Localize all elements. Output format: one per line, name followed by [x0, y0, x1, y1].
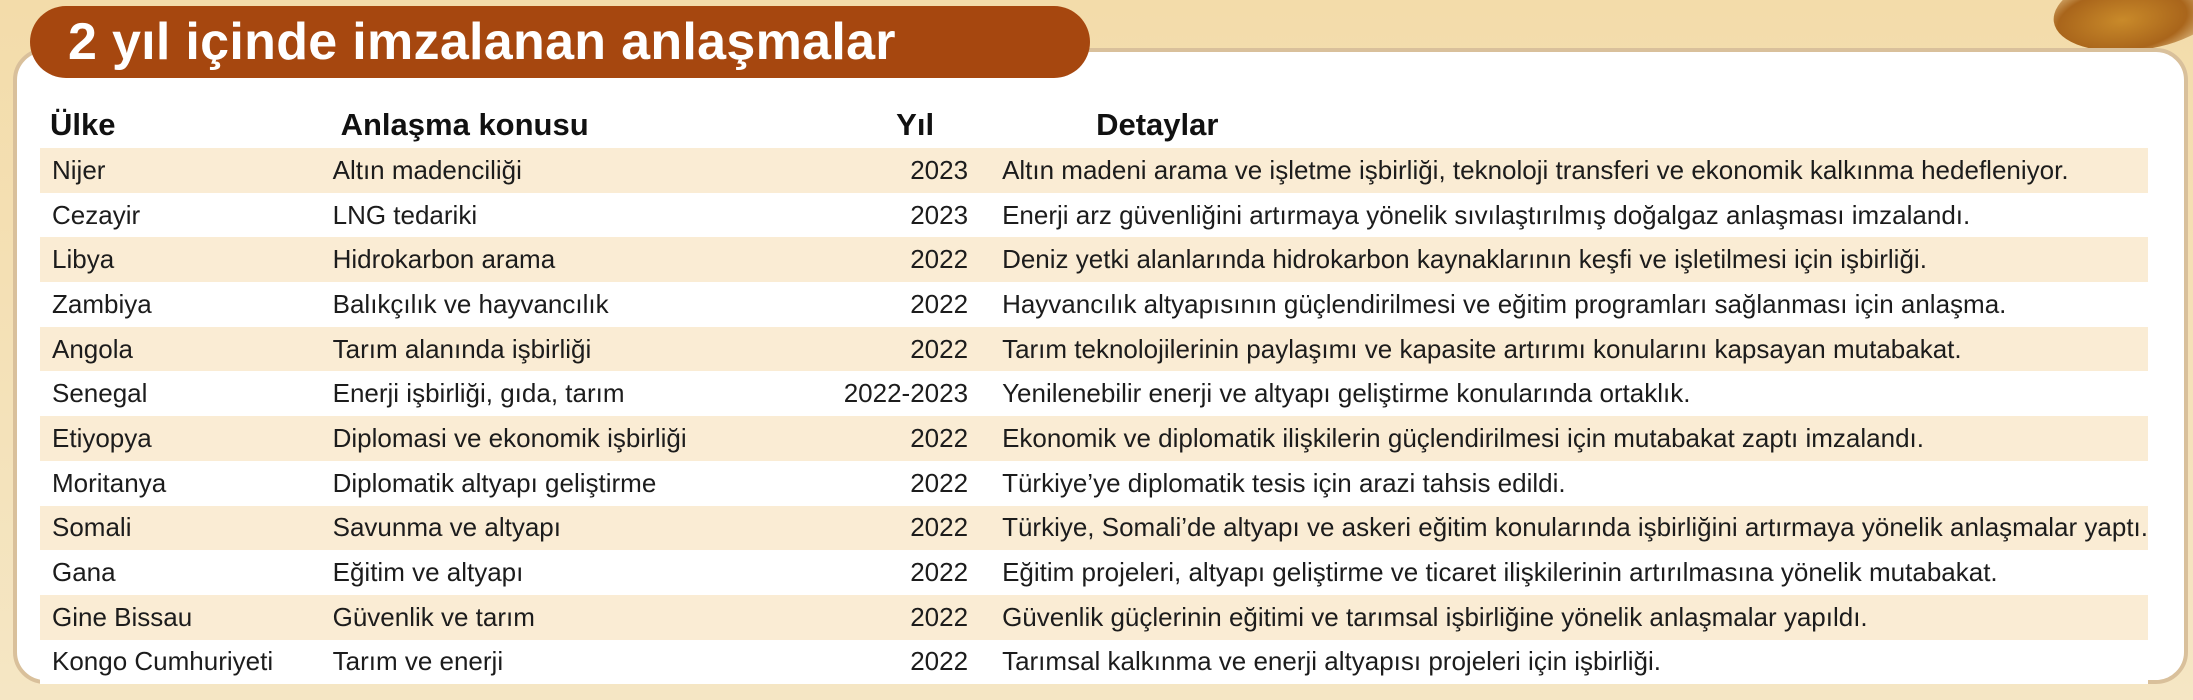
cell-country: Nijer	[52, 154, 106, 185]
cell-year: 2022	[910, 333, 969, 364]
cell-year: 2022-2023	[843, 378, 969, 409]
cell-country: Zambiya	[52, 288, 152, 319]
cell-topic: Güvenlik ve tarım	[332, 601, 535, 632]
cell-details: Yenilenebilir enerji ve altyapı geliştirme konularında ortaklık.	[1002, 378, 1691, 409]
cell-topic: Tarım ve enerji	[332, 646, 504, 677]
cell-details: Hayvancılık altyapısının güçlendirilmesi ve eğitim programları sağlanması için anlaşma.	[1002, 288, 2007, 319]
header-country: Ülke	[50, 107, 116, 142]
table-row	[40, 237, 2148, 282]
table-row	[40, 371, 2148, 416]
title-banner	[30, 6, 1090, 78]
cell-topic: LNG tedariki	[332, 199, 478, 230]
cell-topic: Enerji işbirliği, gıda, tarım	[332, 378, 625, 409]
cell-topic: Balıkçılık ve hayvancılık	[332, 288, 609, 319]
cell-details: Enerji arz güvenliğini artırmaya yönelik sıvılaştırılmış doğalgaz anlaşması imzalandı.	[1002, 199, 1971, 230]
cell-year: 2022	[910, 557, 969, 588]
page-title: 2 yıl içinde imzalanan anlaşmalar	[68, 13, 896, 71]
cell-details: Güvenlik güçlerinin eğitimi ve tarımsal işbirliğine yönelik anlaşmalar yapıldı.	[1002, 601, 1868, 632]
table-body	[40, 148, 2148, 684]
table-row	[40, 416, 2148, 461]
table-row	[40, 461, 2148, 506]
cell-topic: Savunma ve altyapı	[332, 512, 561, 543]
cell-country: Gine Bissau	[52, 601, 193, 632]
cell-country: Angola	[52, 333, 133, 364]
cell-year: 2023	[910, 154, 969, 185]
cell-topic: Hidrokarbon arama	[332, 244, 556, 275]
cell-topic: Tarım alanında işbirliği	[332, 333, 592, 364]
cell-year: 2022	[910, 601, 969, 632]
cell-topic: Diplomatik altyapı geliştirme	[332, 467, 657, 498]
agreements-table-container	[40, 102, 2187, 684]
cell-topic: Diplomasi ve ekonomik işbirliği	[332, 422, 687, 453]
table-row	[40, 193, 2148, 238]
cell-details: Deniz yetki alanlarında hidrokarbon kaynaklarının keşfi ve işletilmesi için işbirliği.	[1002, 244, 1927, 275]
cell-year: 2022	[910, 467, 969, 498]
cell-details: Tarımsal kalkınma ve enerji altyapısı projeleri için işbirliği.	[1002, 646, 1661, 677]
table-row	[40, 640, 2148, 685]
cell-country: Libya	[52, 244, 115, 275]
cell-country: Somali	[52, 512, 132, 543]
header-year: Yıl	[896, 107, 935, 142]
cell-topic: Altın madenciliği	[332, 154, 522, 185]
cell-details: Ekonomik ve diplomatik ilişkilerin güçlendirilmesi için mutabakat zaptı imzalandı.	[1002, 422, 1924, 453]
table-header-row	[40, 102, 2148, 148]
cell-year: 2023	[910, 199, 969, 230]
cell-details: Tarım teknolojilerinin paylaşımı ve kapasite artırımı konularını kapsayan mutabakat.	[1002, 333, 1962, 364]
cell-country: Cezayir	[52, 199, 141, 230]
header-topic: Anlaşma konusu	[340, 107, 589, 142]
cell-country: Senegal	[52, 378, 148, 409]
table-row	[40, 595, 2148, 640]
table-row	[40, 506, 2148, 551]
cell-country: Etiyopya	[52, 422, 152, 453]
cell-country: Gana	[52, 557, 116, 588]
header-details: Detaylar	[1096, 107, 1219, 142]
cell-year: 2022	[910, 288, 969, 319]
cell-country: Moritanya	[52, 467, 167, 498]
cell-year: 2022	[910, 244, 969, 275]
cell-topic: Eğitim ve altyapı	[332, 557, 524, 588]
cell-year: 2022	[910, 646, 969, 677]
cell-year: 2022	[910, 422, 969, 453]
cell-details: Altın madeni arama ve işletme işbirliği, teknoloji transferi ve ekonomik kalkınma hedefleniyor.	[1002, 154, 2069, 185]
table-row	[40, 550, 2148, 595]
cell-year: 2022	[910, 512, 969, 543]
agreements-table	[40, 102, 2148, 684]
cell-details: Eğitim projeleri, altyapı geliştirme ve ticaret ilişkilerinin artırılmasına yönelik mutabakat.	[1002, 557, 1998, 588]
table-row	[40, 148, 2148, 193]
cell-country: Kongo Cumhuriyeti	[52, 646, 274, 677]
table-row	[40, 327, 2148, 372]
table-row	[40, 282, 2148, 327]
cell-details: Türkiye, Somali’de altyapı ve askeri eğitim konularında işbirliğini artırmaya yönelik anlaşmalar yaptı.	[1002, 512, 2148, 543]
cell-details: Türkiye’ye diplomatik tesis için arazi tahsis edildi.	[1002, 467, 1566, 498]
